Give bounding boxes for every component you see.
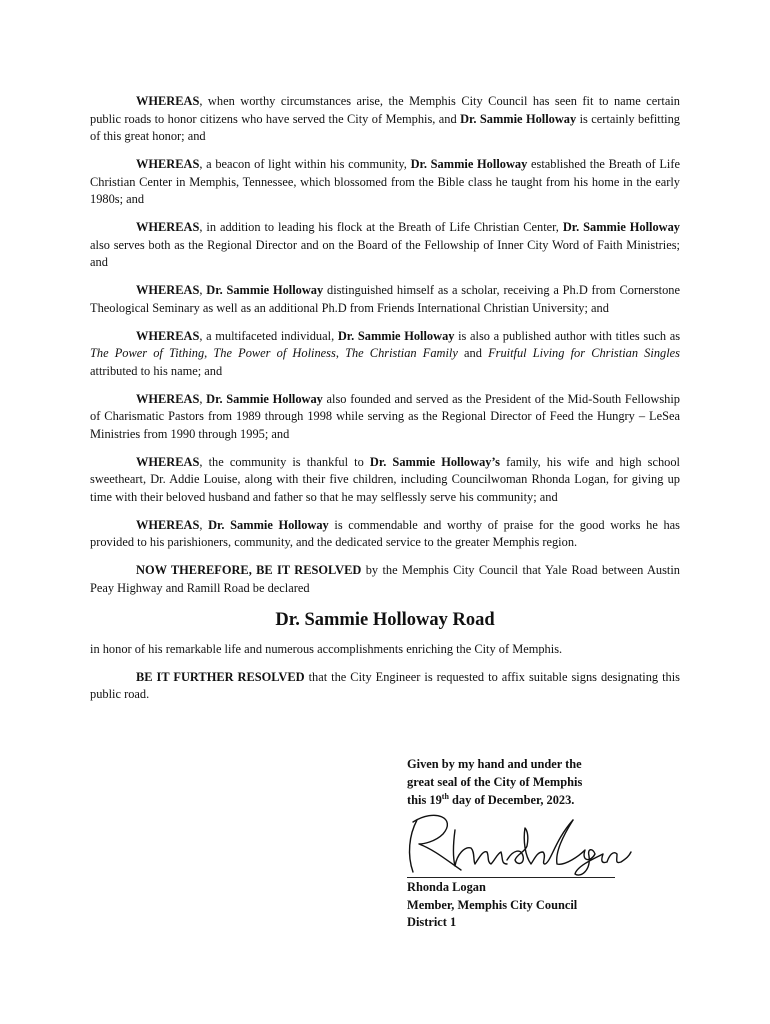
honoree-name: Dr. Sammie Holloway’s <box>369 454 500 469</box>
given-date-start: this 19 <box>407 793 442 807</box>
whereas-paragraph-6 <box>90 391 680 444</box>
whereas-paragraph-5 <box>90 328 680 381</box>
paragraph-text: , when worthy circumstances arise, the Memphis City Council has seen fit to name certain public roads to honor citizens who have served the City of Memphis, and <box>90 94 680 126</box>
paragraph-text: also serves both as the Regional Director and on the Board of the Fellowship of Inner City Word of Faith Ministries; and <box>90 237 680 269</box>
honoree-name: Dr. Sammie Holloway <box>410 157 528 171</box>
paragraph-text: is also a published author with titles such as <box>454 328 681 343</box>
book-title: The Christian Family <box>345 346 458 360</box>
honoree-name: Dr. Sammie Holloway <box>206 391 323 406</box>
resolution-body <box>90 93 680 714</box>
handwritten-signature <box>395 800 635 880</box>
whereas-lead: WHEREAS <box>136 94 200 108</box>
whereas-paragraph-2 <box>90 156 680 209</box>
paragraph-text: , <box>199 391 207 406</box>
paragraph-text: by the Memphis City Council that Yale Road between Austin Peay Highway and Ramill Road be declared <box>90 563 680 595</box>
ordinal-suffix: th <box>441 791 449 801</box>
signer-title: Member, Memphis City Council <box>407 897 578 912</box>
signer-district: District 1 <box>407 915 457 929</box>
honor-paragraph: in honor of his remarkable life and numerous accomplishments enriching the City of Memphis. <box>90 641 563 656</box>
paragraph-text: , in addition to leading his flock at the Breath of Life Christian Center, <box>199 220 563 234</box>
resolved-paragraph <box>90 562 680 597</box>
paragraph-text: , <box>335 346 346 360</box>
paragraph-text: and <box>457 346 489 360</box>
paragraph-text: , a beacon of light within his community, <box>199 157 411 171</box>
further-resolved-paragraph <box>90 669 680 704</box>
paragraph-text: , a multifaceted individual, <box>199 328 338 343</box>
paragraph-text: is commendable and worthy of praise for the good works he has provided to his parishioners, community, and the dedicated service to the greater Memphis region. <box>90 517 680 549</box>
honoree-name: Dr. Sammie Holloway <box>460 111 577 126</box>
whereas-lead: WHEREAS <box>136 220 200 234</box>
book-title: Fruitful Living for Christian Singles <box>488 346 680 360</box>
whereas-lead: WHEREAS <box>136 328 200 343</box>
honoree-name: Dr. Sammie Holloway <box>206 283 324 297</box>
paragraph-text: is certainly befitting of this great honor; and <box>90 111 680 143</box>
whereas-lead: WHEREAS <box>136 454 200 469</box>
paragraph-text: , <box>204 346 214 360</box>
book-title: The Power of Holiness <box>213 346 336 360</box>
given-line-2: great seal of the City of Memphis <box>407 775 583 789</box>
signer-block <box>407 879 647 932</box>
whereas-lead: WHEREAS <box>136 157 200 171</box>
whereas-paragraph-7 <box>90 454 680 507</box>
paragraph-text: family, his wife and high school sweetheart, Dr. Addie Louise, along with their five children, including Councilwoman Rhonda Logan, for giving up time with their beloved husband and father so that he may selflessly serve his community; and <box>90 454 681 504</box>
resolved-lead: NOW THEREFORE, BE IT RESOLVED <box>136 563 362 577</box>
paragraph-text: also founded and served as the President of the Mid-South Fellowship of Charismatic Pastors from 1989 through 1998 while serving as the Regional Director of Feed the Hungry – LeSea Ministries from 1990 through 1995; and <box>90 391 680 441</box>
honoree-name: Dr. Sammie Holloway <box>208 517 329 532</box>
whereas-lead: WHEREAS <box>136 391 200 406</box>
paragraph-text: that the City Engineer is requested to affix suitable signs designating this public road. <box>90 669 680 701</box>
whereas-lead: WHEREAS <box>136 283 200 297</box>
paragraph-text: distinguished himself as a scholar, receiving a Ph.D from Cornerstone Theological Seminary as well as an additional Ph.D from Friends International Christian University; and <box>90 283 681 315</box>
book-title: The Power of Tithing <box>90 346 205 360</box>
road-name-heading: Dr. Sammie Holloway Road <box>275 609 495 630</box>
whereas-paragraph-3 <box>90 219 680 272</box>
whereas-lead: WHEREAS <box>136 517 200 532</box>
whereas-paragraph-1 <box>90 93 680 146</box>
honoree-name: Dr. Sammie Holloway <box>562 220 680 234</box>
paragraph-text: , <box>199 283 207 297</box>
whereas-paragraph-4 <box>90 282 680 317</box>
signature-line <box>407 877 615 878</box>
further-resolved-lead: BE IT FURTHER RESOLVED <box>136 669 305 684</box>
whereas-paragraph-8 <box>90 517 680 552</box>
signer-name: Rhonda Logan <box>407 880 486 894</box>
honoree-name: Dr. Sammie Holloway <box>337 328 455 343</box>
paragraph-text: , the community is thankful to <box>199 454 370 469</box>
given-line-1: Given by my hand and under the <box>407 757 582 771</box>
paragraph-text: established the Breath of Life Christian Center in Memphis, Tennessee, which blossomed from the Bible class he taught from his home in the early 1980s; and <box>90 157 680 206</box>
given-date-end: day of December, 2023. <box>448 793 575 807</box>
paragraph-text: attributed to his name; and <box>90 363 223 378</box>
paragraph-text: , <box>199 517 209 532</box>
